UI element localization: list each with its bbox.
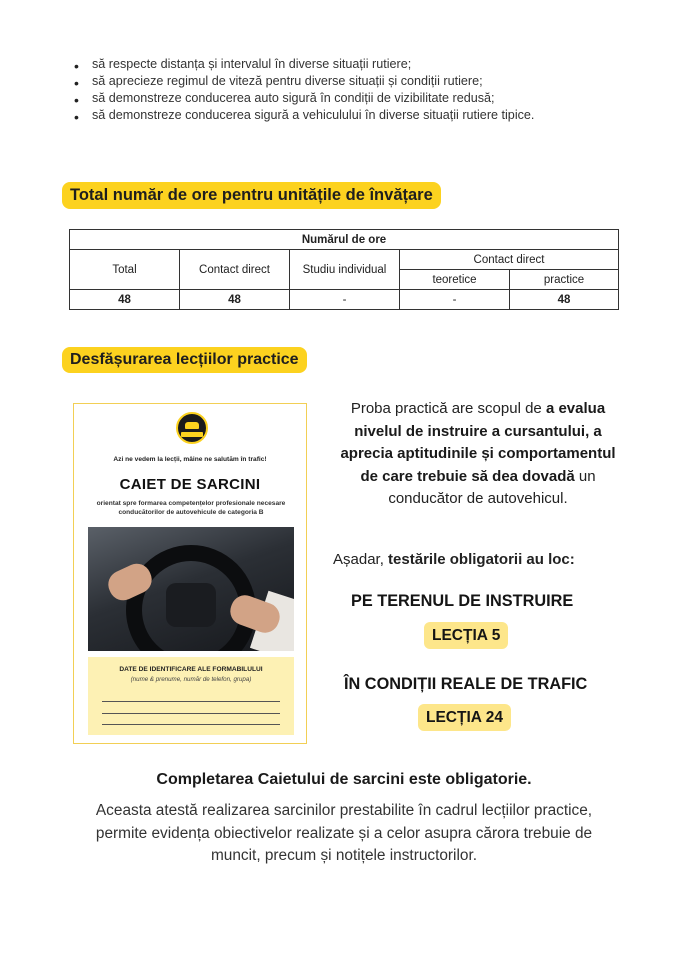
cell-total: 48 <box>70 290 180 310</box>
col-individual-study: Studiu individual <box>290 250 400 290</box>
footer-title: Completarea Caietului de sarcini este obligatorie. <box>156 771 532 788</box>
lesson-24-badge: LECȚIA 24 <box>418 704 511 731</box>
steering-wheel-photo <box>88 527 294 651</box>
id-box-hint: (nume & prenume, număr de telefon, grupa) <box>130 676 252 683</box>
hours-section-title: Total număr de ore pentru unitățile de învățare <box>62 182 441 209</box>
id-line <box>102 713 280 714</box>
table-header-main: Numărul de ore <box>70 230 619 250</box>
test-location-training-ground: PE TERENUL DE INSTRUIRE <box>351 592 574 610</box>
id-line <box>102 701 280 702</box>
booklet-title: CAIET DE SARCINI <box>119 476 261 493</box>
id-box-title: DATE DE IDENTIFICARE ALE FORMABILULUI <box>119 666 263 673</box>
cell-individual: - <box>290 290 400 310</box>
practice-section-title: Desfășurarea lecțiilor practice <box>62 347 307 373</box>
practice-intro: Proba practică are scopul de a evalua nivelul de instruire a cursantului, a aprecia aptitudinile și comportamentul de care trebuie să dea dovadă un conducător de autovehicul. <box>340 400 616 508</box>
tests-intro: Așadar, testările obligatorii au loc: <box>333 551 575 568</box>
footer-body: Aceasta atestă realizarea sarcinilor prestabilite în cadrul lecțiilor practice, permite evidența obiectivelor realizate și a celor asupra cărora trebuie de muncit, precum și notițele instructorilor. <box>95 802 593 864</box>
booklet-cover-image <box>73 403 307 744</box>
lesson-5-badge: LECȚIA 5 <box>424 622 508 649</box>
identification-box <box>88 657 294 735</box>
driving-school-logo <box>176 412 208 444</box>
list-item: • să respecte distanța și intervalul în diverse situații rutiere; <box>74 56 594 73</box>
cell-theory: - <box>400 290 510 310</box>
hours-table <box>69 229 619 310</box>
list-item: • să aprecieze regimul de viteză pentru diverse situații și condiții rutiere; <box>74 73 594 90</box>
test-location-real-traffic: ÎN CONDIȚII REALE DE TRAFIC <box>344 675 588 693</box>
list-item: • să demonstreze conducerea sigură a vehiculului în diverse situații rutiere tipice. <box>74 107 594 124</box>
id-line <box>102 724 280 725</box>
booklet-slogan: Azi ne vedem la lecții, mâine ne salutăm în trafic! <box>113 456 267 463</box>
table-row <box>70 290 619 310</box>
col-contact-direct: Contact direct <box>180 250 290 290</box>
booklet-subtitle: orientat spre formarea competențelor profesionale necesare conducătorilor de autovehicule de categoria B <box>96 500 286 516</box>
list-item: • să demonstreze conducerea auto sigură în condiții de vizibilitate redusă; <box>74 90 594 107</box>
col-theory: teoretice <box>400 270 510 290</box>
objectives-list <box>74 56 594 124</box>
col-practice: practice <box>510 270 619 290</box>
cell-practice: 48 <box>510 290 619 310</box>
col-contact-group: Contact direct <box>400 250 619 270</box>
col-total: Total <box>70 250 180 290</box>
cell-contact: 48 <box>180 290 290 310</box>
